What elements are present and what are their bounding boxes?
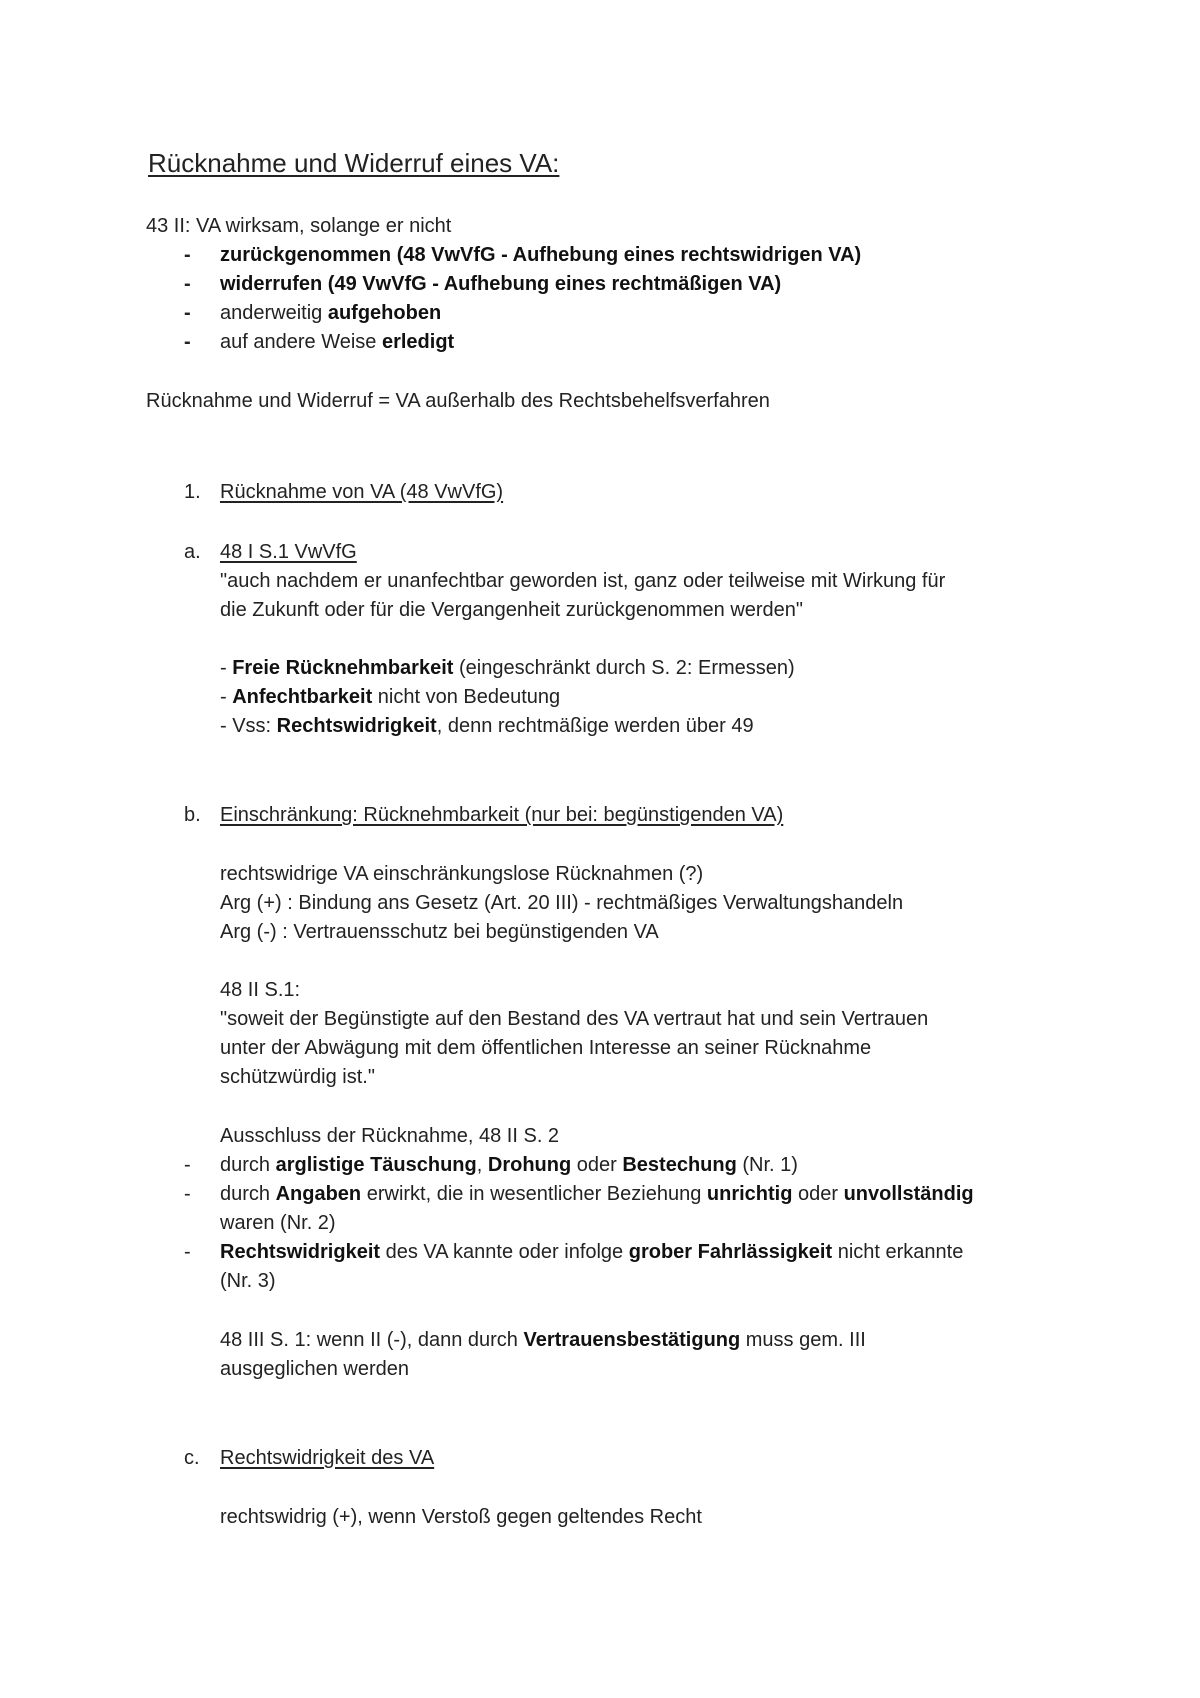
- paragraph-line: 48 III S. 1: wenn II (-), dann durch Vertrauensbestätigung muss gem. III: [220, 1329, 866, 1351]
- exclusion-title: Ausschluss der Rücknahme, 48 II S. 2: [220, 1125, 560, 1147]
- quote-line: "auch nachdem er unanfechtbar geworden ist, ganz oder teilweise mit Wirkung für: [220, 570, 946, 592]
- list-marker: -: [184, 1241, 191, 1263]
- quote-line: unter der Abwägung mit dem öffentlichen Interesse an seiner Rücknahme: [220, 1037, 872, 1059]
- list-item: auf andere Weise erledigt: [220, 331, 455, 353]
- subsection-title: Rechtswidrigkeit des VA: [220, 1447, 435, 1469]
- exclusion-item: durch arglistige Täuschung, Drohung oder Bestechung (Nr. 1): [220, 1154, 798, 1176]
- exclusion-item: durch Angaben erwirkt, die in wesentlicher Beziehung unrichtig oder unvollständig: [220, 1183, 974, 1205]
- list-item: widerrufen (49 VwVfG - Aufhebung eines rechtmäßigen VA): [220, 273, 782, 295]
- page-title: Rücknahme und Widerruf eines VA:: [148, 148, 560, 178]
- quote-line: die Zukunft oder für die Vergangenheit zurückgenommen werden": [220, 599, 804, 621]
- list-item: zurückgenommen (48 VwVfG - Aufhebung eines rechtswidrigen VA): [220, 244, 862, 266]
- subsection-marker: c.: [184, 1447, 200, 1469]
- quote-line: "soweit der Begünstigte auf den Bestand des VA vertraut hat und sein Vertrauen: [220, 1008, 929, 1030]
- text-line: Arg (-) : Vertrauensschutz bei begünstigenden VA: [220, 921, 659, 943]
- exclusion-item-continued: waren (Nr. 2): [220, 1212, 336, 1234]
- section-number: 1.: [184, 481, 201, 503]
- subsection-title: Einschränkung: Rücknehmbarkeit (nur bei: begünstigenden VA): [220, 804, 784, 826]
- definition-line: Rücknahme und Widerruf = VA außerhalb des Rechtsbehelfsverfahren: [146, 390, 770, 412]
- list-marker: -: [184, 244, 191, 266]
- subsection-marker: b.: [184, 804, 201, 826]
- intro-line: 43 II: VA wirksam, solange er nicht: [146, 215, 452, 237]
- point-line: - Vss: Rechtswidrigkeit, denn rechtmäßige werden über 49: [220, 715, 754, 737]
- list-marker: -: [184, 273, 191, 295]
- text-line: rechtswidrige VA einschränkungslose Rücknahmen (?): [220, 863, 704, 885]
- text-line: rechtswidrig (+), wenn Verstoß gegen geltendes Recht: [220, 1506, 702, 1528]
- paragraph-line-continued: ausgeglichen werden: [220, 1358, 410, 1380]
- list-marker: -: [184, 331, 191, 353]
- subsection-title: 48 I S.1 VwVfG: [220, 541, 357, 563]
- point-line: - Anfechtbarkeit nicht von Bedeutung: [220, 686, 561, 708]
- text-line: Arg (+) : Bindung ans Gesetz (Art. 20 III) - rechtmäßiges Verwaltungshandeln: [220, 892, 904, 914]
- reference-line: 48 II S.1:: [220, 979, 301, 1001]
- list-item: anderweitig aufgehoben: [220, 302, 442, 324]
- section-title: Rücknahme von VA (48 VwVfG): [220, 481, 504, 503]
- exclusion-item-continued: (Nr. 3): [220, 1270, 276, 1292]
- list-marker: -: [184, 1154, 191, 1176]
- list-marker: -: [184, 302, 191, 324]
- quote-line: schützwürdig ist.": [220, 1066, 375, 1088]
- point-line: - Freie Rücknehmbarkeit (eingeschränkt durch S. 2: Ermessen): [220, 657, 795, 679]
- subsection-marker: a.: [184, 541, 201, 563]
- list-marker: -: [184, 1183, 191, 1205]
- exclusion-item: Rechtswidrigkeit des VA kannte oder infolge grober Fahrlässigkeit nicht erkannte: [220, 1241, 964, 1263]
